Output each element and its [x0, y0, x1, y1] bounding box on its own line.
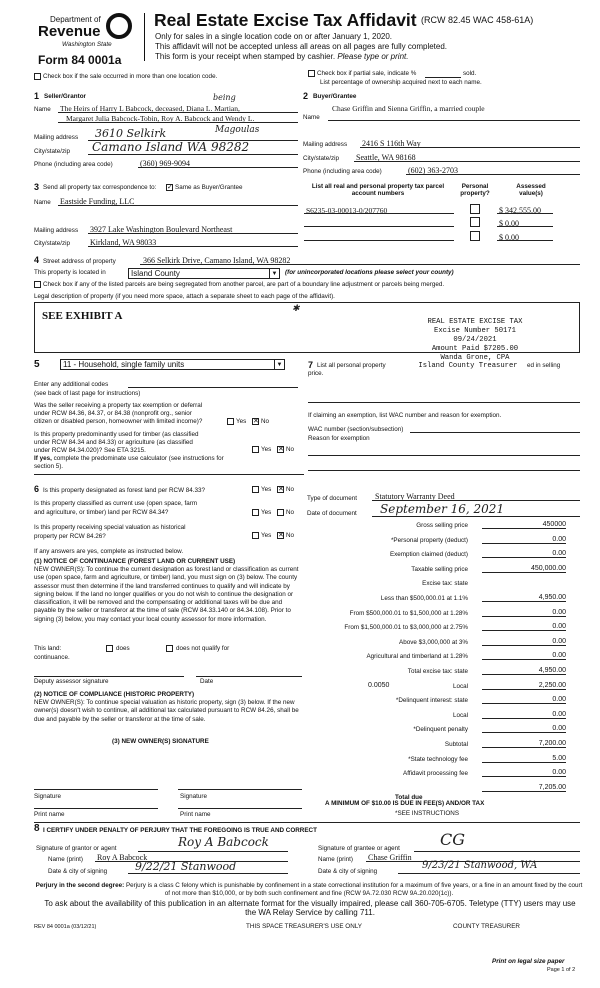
print-name-line-1[interactable] [34, 808, 158, 809]
correspondence-city-value[interactable]: Kirkland, WA 98033 [90, 238, 157, 247]
same-as-buyer-checkbox[interactable]: ✓ [167, 184, 173, 191]
seller-name-line2[interactable]: Margaret Julia Babcock-Tobin, Roy A. Babcock and Wendy L. [66, 114, 255, 123]
wac-number-label: WAC number (section/subsection) [308, 426, 404, 433]
rev-label: REV 84 0001a (03/12/21) [34, 924, 97, 930]
seller-city-label: City/state/zip [34, 148, 71, 155]
grantee-name-value[interactable]: Chase Griffin [368, 853, 412, 862]
reason-label: Reason for exemption [308, 435, 370, 442]
forest-no-checkbox[interactable]: ✕ [278, 486, 284, 493]
timber-q3: under RCW 84.34.020)? See ETA 3215. [34, 447, 146, 454]
located-label: This property is located in [34, 269, 106, 276]
tax-label-3: Taxable selling price [411, 565, 468, 573]
seller-number: 1 [34, 91, 40, 101]
partial-sold-label: sold. [463, 70, 477, 77]
grantee-signature[interactable]: CG [440, 830, 466, 849]
deputy-date-label: Date [200, 678, 214, 685]
multi-location-label: Check box if the sale occurred in more than one location code. [43, 73, 218, 80]
assessed-value-3[interactable]: $ 0.00 [499, 233, 519, 242]
exemption-yes-checkbox[interactable] [227, 418, 234, 425]
parcel-row-1[interactable]: S6235-03-00013-0/207760 [306, 206, 388, 215]
deputy-date-line[interactable] [196, 676, 302, 677]
parcel-row-1-underline [304, 205, 454, 214]
exemption-yes-label: Yes [236, 418, 247, 425]
segregated-checkbox[interactable] [34, 281, 41, 288]
grantee-sig-line [414, 844, 580, 852]
seller-name-handwritten: being [213, 93, 236, 102]
street-value[interactable]: 366 Selkirk Drive, Camano Island, WA 98282 [143, 256, 291, 265]
exemption-no-label: No [261, 418, 270, 425]
correspondence-label: Send all property tax correspondence to: [43, 184, 157, 191]
signature-label-2: Signature [180, 793, 207, 800]
personal-list-line [308, 402, 580, 403]
personal-property-checkbox-1[interactable] [470, 204, 480, 214]
grantee-name-label: Name (print) [318, 856, 353, 863]
assessed-underline-1 [497, 205, 553, 214]
historical-no-label: No [286, 532, 295, 539]
use-code-select[interactable] [60, 359, 285, 370]
seller-mailing-label: Mailing address [34, 134, 79, 141]
legal-mark-icon: ✱ [292, 304, 300, 314]
reason-line-1 [308, 455, 580, 456]
print-name-line-2[interactable] [178, 808, 302, 809]
see-instructions-label: *SEE INSTRUCTIONS [395, 810, 460, 817]
buyer-phone-value[interactable]: (602) 363-2703 [408, 166, 458, 175]
additional-codes-field[interactable] [128, 380, 298, 388]
historical-yes-checkbox[interactable] [252, 532, 259, 539]
tax-value-9[interactable]: 0.00 [552, 652, 566, 660]
historical-q2: property per RCW 84.26? [34, 533, 106, 540]
county-note: (for unincorporated locations please select your county) [285, 269, 454, 276]
dept-line1: Department of [50, 15, 101, 24]
seller-mailing-extra: Magoulas [215, 125, 260, 135]
tax-label-11: Local [452, 682, 468, 690]
current-use-q2: and agriculture, or timber) land per RCW 84.34? [34, 509, 169, 516]
grantor-date-value[interactable]: 9/22/21 Stanwood [135, 860, 237, 873]
tax-label-17: Affidavit processing fee [403, 770, 468, 778]
stamp-line-6: Island County Treasurer [418, 362, 518, 370]
tax-value-0[interactable]: 450000 [542, 521, 566, 528]
tax-label-4: Excise tax: state [422, 580, 468, 588]
subtitle-1: Only for sales in a single location code on or after January 1, 2020. [155, 32, 393, 41]
rcw-ref: (RCW 82.45 WAC 458-61A) [421, 15, 534, 25]
page-title: Real Estate Excise Tax Affidavit [154, 10, 417, 30]
tax-value-6[interactable]: 0.00 [552, 608, 566, 616]
grantor-date-label: Date & city of signing [48, 868, 108, 875]
seller-name-line1[interactable]: The Heirs of Harry L Babcock, deceased, Diana L. Martian, [60, 104, 240, 113]
total-due-value[interactable]: 7,205.00 [538, 783, 566, 791]
buyer-mailing-underline [360, 139, 580, 148]
partial-sale-label: Check box if partial sale, indicate % [317, 70, 417, 77]
grantor-sig-label: Signature of grantor or agent [36, 845, 117, 852]
see-back-label: (see back of last page for instructions) [34, 390, 141, 397]
new-owner-sig-line-1[interactable] [34, 789, 158, 790]
chevron-down-icon: ▼ [269, 269, 279, 279]
tax-value-14[interactable]: 0.00 [552, 725, 566, 733]
subtitle-3: This form is your receipt when stamped by cashier. Please type or print. [155, 52, 409, 61]
tax-value-13[interactable]: 0.00 [552, 710, 566, 718]
section8-number: 8 [34, 823, 40, 834]
assessed-underline-3 [497, 232, 553, 241]
header-divider [144, 13, 145, 61]
additional-codes-label: Enter any additional codes [34, 381, 109, 388]
parcel-row-3-underline [304, 232, 454, 241]
historical-yes-label: Yes [261, 532, 272, 539]
assessed-col-header: Assessed value(s) [516, 183, 546, 197]
tax-label-0: Gross selling price [416, 522, 468, 529]
print-name-label-2: Print name [180, 811, 211, 818]
tax-value-10[interactable]: 4,950.00 [538, 667, 566, 674]
grantor-date-line [128, 865, 288, 874]
stamp-line-2: Excise Number 50171 [434, 327, 516, 335]
perjury-text: Perjury in the second degree: Perjury is a class C felony which is punishable by confinement in a state correctional institution for a maximum of five years, or a fine in an amount fixed by the court of not more than $10,000, or by both such confinement and fine (RCW 9A.72.030 RCW 9A.20.020(1c)). [35, 882, 583, 897]
assessed-value-2[interactable]: $ 0.00 [499, 219, 519, 228]
buyer-name-label: Name [303, 114, 320, 121]
tax-label-16: *State technology fee [408, 755, 468, 763]
personal-property-label: List all personal property [317, 362, 386, 369]
tax-label-15: Subtotal [444, 741, 468, 748]
does-not-checkbox[interactable] [166, 645, 173, 652]
buyer-name-underline [328, 112, 580, 121]
dept-line2: Revenue [38, 23, 101, 40]
stamp-line-3: 09/24/2021 [453, 336, 497, 344]
does-label: does [116, 645, 130, 652]
notice1-text: NEW OWNER(S): To continue the current designation as forest land or classification as current use (open space, farm and agriculture, or timber) land, you must sign on (3) below. The county assessor must then determine if the land transferred continues to qualify and will indicate by signing below. If the land no longer qualifies or you do not wish to continue the designation or classification, it will be removed and the compensating or additional taxes will be due and payable by the seller or transferor at the time of sale (RCW 84.33.140 or 84.34.108). Prior to signing (3) below, you may contact your local county assessor for more information. [34, 566, 299, 623]
exemption-q1: Was the seller receiving a property tax exemption or deferral [34, 402, 203, 409]
section5-number: 5 [34, 359, 40, 370]
print-legal-label: Print on legal size paper [492, 958, 565, 965]
correspondence-city-label: City/state/zip [34, 240, 71, 247]
forest-yes-label: Yes [261, 486, 272, 493]
stamp-line-5: Wanda Grone, CPA [440, 354, 510, 362]
forest-yes-checkbox[interactable] [252, 486, 259, 493]
grantor-signature[interactable]: Roy A Babcock [178, 835, 269, 849]
personal-col-header: Personal property? [460, 183, 490, 197]
exemption-wac-label: If claiming an exemption, list WAC number and reason for exemption. [308, 412, 502, 419]
deputy-sig-label: Deputy assessor signature [34, 678, 109, 685]
segregated-label: Check box if any of the listed parcels are being segregated from another parcel, are part of a boundary line adjustment or parcels being merged. [43, 281, 445, 288]
grantor-sig-line [138, 844, 288, 852]
current-use-no-checkbox[interactable] [277, 509, 284, 516]
section8-divider [34, 822, 580, 823]
timber-q1: Is this property predominantly used for timber (as classified [34, 431, 199, 438]
exemption-no-checkbox[interactable]: ✕ [253, 418, 259, 425]
historical-no-checkbox[interactable]: ✕ [278, 532, 284, 539]
buyer-number: 2 [303, 91, 309, 101]
buyer-phone-underline [406, 166, 580, 175]
county-select-value: Island County [131, 269, 180, 278]
form-number: Form 84 0001a [38, 53, 122, 67]
tax-value-1[interactable]: 0.00 [552, 535, 566, 543]
doc-date-label: Date of document [307, 510, 357, 517]
multi-location-checkbox[interactable] [34, 73, 41, 80]
notice2-title: (2) NOTICE OF COMPLIANCE (HISTORIC PROPERTY) [34, 691, 195, 698]
correspondence-city-underline [88, 238, 298, 247]
personal-price-label: price. [308, 370, 324, 377]
section7-number: 7 [308, 360, 314, 370]
timber-no-checkbox[interactable]: ✕ [278, 446, 284, 453]
tax-label-1: *Personal property (deduct) [390, 536, 468, 544]
seller-city-value[interactable]: Camano Island WA 98282 [92, 140, 250, 154]
correspondence-name-underline [58, 197, 298, 206]
minimum-label: A MINIMUM OF $10.00 IS DUE IN FEE(S) AND/OR TAX [325, 800, 485, 807]
timber-no-label: No [286, 446, 295, 453]
tax-value-8[interactable]: 0.00 [552, 637, 566, 645]
print-name-label-1: Print name [34, 811, 65, 818]
tax-value-3[interactable]: 450,000.00 [530, 564, 566, 572]
signature-label-1: Signature [34, 793, 61, 800]
tax-label-13: Local [452, 711, 468, 719]
county-treasurer-label: COUNTY TREASURER [453, 923, 520, 930]
current-use-no-label: No [286, 509, 295, 516]
doc-type-value[interactable]: Statutory Warranty Deed [375, 492, 455, 501]
seller-city-underline [88, 146, 298, 155]
tax-value-12[interactable]: 0.00 [552, 696, 566, 704]
stamp-line-4: Amount Paid $7205.00 [431, 345, 519, 353]
tax-label-7: From $1,500,000.01 to $3,000,000 at 2.75% [344, 624, 468, 632]
parcel-col-header: List all real and personal property tax parcel account numbers [311, 183, 445, 197]
street-label: Street address of property [43, 258, 116, 265]
personal-tail: ed in selling [527, 362, 561, 369]
tax-label-14: *Delinquent penalty [413, 726, 468, 734]
subtitle-2: This affidavit will not be accepted unless all areas on all pages are fully completed. [155, 42, 448, 51]
current-use-q1: Is this property classified as current use (open space, farm [34, 500, 198, 507]
tax-label-9: Agricultural and timberland at 1.28% [366, 653, 468, 661]
seller-heading: Seller/Grantor [44, 93, 86, 100]
revenue-logo-icon [106, 12, 132, 40]
buyer-heading: Buyer/Grantee [313, 93, 357, 100]
legal-description-value: SEE EXHIBIT A [42, 310, 123, 322]
grantor-name-label: Name (print) [48, 856, 83, 863]
wac-number-field[interactable] [410, 425, 580, 433]
does-not-label: does not qualify for [176, 645, 230, 652]
personal-property-checkbox-2[interactable] [470, 217, 480, 227]
page-number: Page 1 of 2 [547, 967, 576, 973]
local-rate-value[interactable]: 0.0050 [368, 681, 390, 689]
seller-mailing-value[interactable]: 3610 Selkirk [95, 127, 167, 140]
notice2-text: NEW OWNER(S): To continue special valuation as historic property, sign (3) below. If the new owner(s) doesn't wish to continue, all additional tax calculated pursuant to RCW 84.26, shall be due and payable by the seller or transferor at the time of sale. [34, 699, 299, 723]
use-code-value: 11 - Household, single family units [63, 360, 185, 369]
doc-date-value[interactable]: September 16, 2021 [380, 502, 505, 516]
buyer-mailing-value[interactable]: 2416 S 116th Way [362, 139, 421, 148]
tax-value-11[interactable]: 2,250.00 [538, 681, 566, 689]
timber-q2: under RCW 84.34 and 84.33) or agriculture (as classified [34, 439, 193, 446]
current-use-yes-label: Yes [261, 509, 272, 516]
grantee-sig-label: Signature of grantee or agent [318, 845, 400, 852]
chevron-down-icon: ▼ [274, 360, 284, 370]
exemption-q3: citizen or disabled person, homeowner with limited income)? [34, 418, 203, 425]
buyer-city-label: City/state/zip [303, 155, 340, 162]
doc-type-label: Type of document [307, 495, 358, 502]
section6-number: 6 [34, 484, 40, 494]
does-checkbox[interactable] [106, 645, 113, 652]
reason-line-2 [308, 470, 580, 471]
exemption-q2: under RCW 84.36, 84.37, or 84.38 (nonprofit org., senior [34, 410, 192, 417]
tax-label-6: From $500,000.01 to $1,500,000 at 1.28% [349, 609, 468, 617]
forest-no-label: No [286, 486, 295, 493]
assessed-underline-2 [497, 218, 553, 227]
buyer-name-value[interactable]: Chase Griffin and Sienna Griffin, a married couple [332, 104, 485, 113]
tax-value-7[interactable]: 0.00 [552, 623, 566, 631]
total-due-label: Total due [395, 794, 423, 801]
buyer-city-value[interactable]: Seattle, WA 98168 [356, 153, 416, 162]
tax-value-5[interactable]: 4,950.00 [538, 594, 566, 601]
current-use-yes-checkbox[interactable] [252, 509, 259, 516]
correspondence-number: 3 [34, 182, 40, 192]
county-select[interactable] [128, 268, 280, 279]
timber-yes-checkbox[interactable] [252, 446, 259, 453]
new-owner-sig-line-2[interactable] [178, 789, 302, 790]
correspondence-name-label: Name [34, 199, 51, 206]
tax-value-16[interactable]: 5.00 [552, 754, 566, 762]
assessed-value-1[interactable]: $ 342,555.00 [499, 206, 541, 215]
doc-date-underline [372, 508, 580, 517]
forest-q: Is this property designated as forest land per RCW 84.33? [43, 487, 206, 494]
seller-phone-underline [138, 159, 298, 168]
parcel-row-2-underline [304, 218, 454, 227]
partial-sale-checkbox[interactable] [308, 70, 315, 77]
treasurer-use-label: THIS SPACE TREASURER'S USE ONLY [246, 923, 362, 930]
grantor-name-value[interactable]: Roy A Babcock [97, 853, 148, 862]
stamp-line-1: REAL ESTATE EXCISE TAX [427, 318, 523, 326]
doc-type-underline [372, 492, 580, 501]
dept-line3: Washington State [62, 41, 112, 48]
legal-desc-label: Legal description of property (if you need more space, attach a separate sheet to each page of the affidavit). [34, 293, 335, 300]
buyer-mailing-label: Mailing address [303, 141, 348, 148]
continuance-label: continuance. [34, 654, 70, 661]
correspondence-mailing-underline [88, 225, 298, 234]
historical-q1: Is this property receiving special valuation as historical [34, 524, 186, 531]
section5-divider [34, 474, 304, 475]
street-underline [140, 256, 580, 265]
seller-name-underline-2 [58, 114, 298, 123]
buyer-city-underline [354, 153, 580, 162]
timber-note-1: If yes, complete the predominate use calculator (see instructions for [34, 455, 224, 462]
seller-name-underline [58, 104, 298, 113]
timber-yes-label: Yes [261, 446, 272, 453]
property-number: 4 [34, 255, 40, 265]
correspondence-mailing-value[interactable]: 3927 Lake Washington Boulevard Northeast [90, 225, 233, 234]
timber-note-2: section 5). [34, 463, 64, 470]
seller-phone-value[interactable]: (360) 969-9094 [140, 159, 190, 168]
alt-format-text: To ask about the availability of this publication in an alternate format for the visually impaired, please call 360-705-6705. Teletype (TTY) users may use the WA Relay Service by calling 711. [44, 899, 576, 917]
tax-value-17[interactable]: 0.00 [552, 769, 566, 777]
tax-label-8: Above $3,000,000 at 3% [399, 638, 468, 646]
grantee-date-line [398, 865, 580, 874]
buyer-phone-label: Phone (including area code) [303, 168, 382, 175]
if-yes-label: If any answers are yes, complete as instructed below. [34, 548, 184, 555]
seller-name-label: Name [34, 106, 51, 113]
percentage-note: List percentage of ownership acquired next to each name. [320, 79, 482, 86]
personal-property-checkbox-3[interactable] [470, 231, 480, 241]
same-as-buyer-label: Same as Buyer/Grantee [175, 184, 243, 191]
grantee-date-value[interactable]: 9/23/21 Stanwood, WA [422, 860, 538, 871]
tax-value-15[interactable]: 7,200.00 [538, 740, 566, 747]
tax-label-12: *Delinquent interest: state [395, 697, 468, 705]
correspondence-mailing-label: Mailing address [34, 227, 79, 234]
tax-label-5: Less than $500,000.01 at 1.1% [380, 595, 468, 602]
this-land-label: This land: [34, 645, 62, 652]
seller-phone-label: Phone (including area code) [34, 161, 113, 168]
notice1-title: (1) NOTICE OF CONTINUANCE (FOREST LAND OR CURRENT USE) [34, 558, 236, 565]
new-owner-sig-label: (3) NEW OWNER(S) SIGNATURE [112, 738, 209, 745]
tax-value-2[interactable]: 0.00 [552, 550, 566, 558]
correspondence-name-value[interactable]: Eastside Funding, LLC [60, 197, 135, 206]
tax-label-10: Total excise tax: state [407, 668, 468, 675]
certify-label: I CERTIFY UNDER PENALTY OF PERJURY THAT THE FOREGOING IS TRUE AND CORRECT [43, 827, 317, 834]
grantee-date-label: Date & city of signing [318, 868, 378, 875]
partial-pct-field[interactable] [425, 71, 461, 78]
deputy-sig-line[interactable] [34, 676, 184, 677]
tax-label-2: Exemption claimed (deduct) [389, 551, 468, 559]
